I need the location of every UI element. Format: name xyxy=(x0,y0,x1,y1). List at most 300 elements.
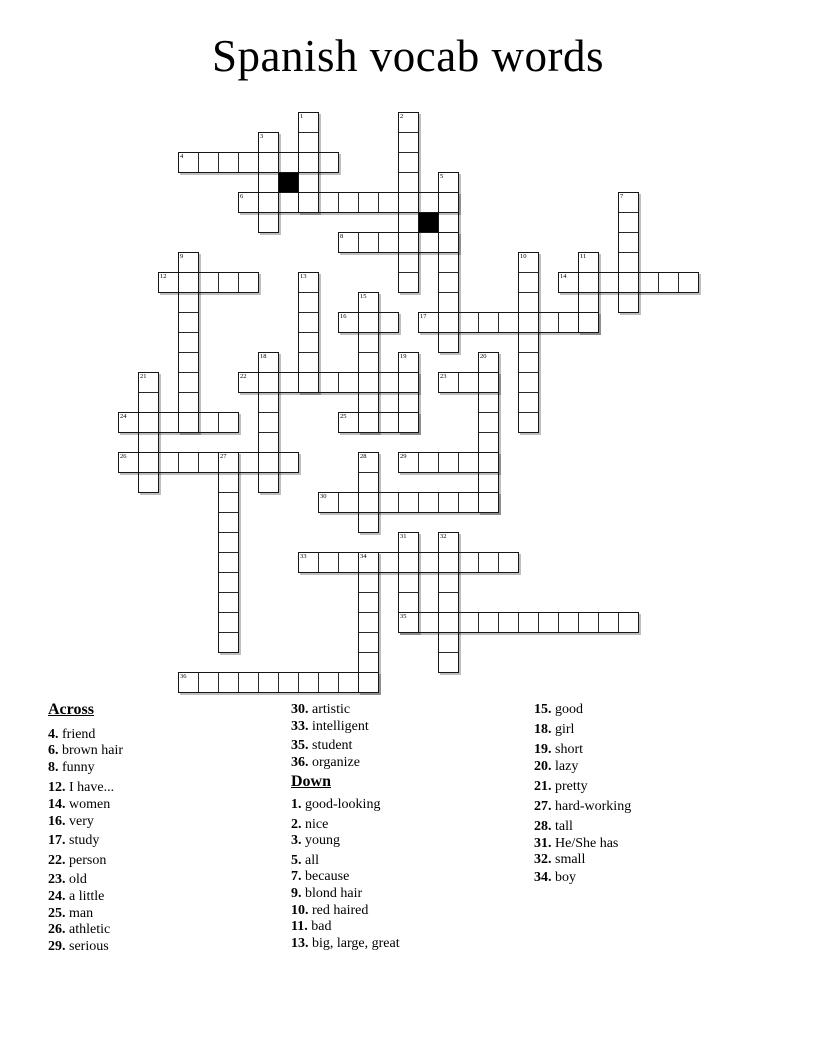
clue-item xyxy=(291,936,526,953)
grid-cell[interactable] xyxy=(258,472,279,493)
grid-cell[interactable] xyxy=(598,272,619,293)
grid-cell[interactable] xyxy=(398,152,419,173)
grid-cell[interactable] xyxy=(398,452,419,473)
clue-item xyxy=(534,759,754,776)
clue-text: pretty xyxy=(551,778,588,794)
grid-cell[interactable] xyxy=(558,272,579,293)
grid-cell[interactable] xyxy=(298,672,319,693)
grid-cell[interactable] xyxy=(438,592,459,613)
grid-cell[interactable] xyxy=(178,292,199,313)
grid-cell[interactable] xyxy=(618,272,639,293)
clue-item xyxy=(291,853,526,870)
grid-cell[interactable] xyxy=(398,552,419,573)
grid-cell[interactable] xyxy=(258,132,279,153)
grid-cell[interactable] xyxy=(538,612,559,633)
grid-cell[interactable] xyxy=(218,572,239,593)
grid-cell[interactable] xyxy=(378,372,399,393)
grid-cell[interactable] xyxy=(358,412,379,433)
grid-cell[interactable] xyxy=(358,652,379,673)
grid-cell[interactable] xyxy=(338,672,359,693)
grid-cell[interactable] xyxy=(358,492,379,513)
grid-cell[interactable] xyxy=(498,312,519,333)
cell-number: 36 xyxy=(180,673,187,680)
grid-cell[interactable] xyxy=(258,212,279,233)
clue-item xyxy=(291,719,526,736)
clue-item xyxy=(48,872,283,889)
clue-text: boy xyxy=(551,869,576,885)
grid-cell[interactable] xyxy=(338,192,359,213)
grid-cell[interactable] xyxy=(138,472,159,493)
down-clue-list-2 xyxy=(534,702,754,886)
grid-cell[interactable] xyxy=(358,332,379,353)
grid-cell[interactable] xyxy=(618,232,639,253)
grid-cell[interactable] xyxy=(178,272,199,293)
grid-cell[interactable] xyxy=(138,432,159,453)
clue-text: tall xyxy=(551,819,573,835)
grid-cell[interactable] xyxy=(158,272,179,293)
grid-cell[interactable] xyxy=(298,272,319,293)
grid-cell[interactable] xyxy=(578,312,599,333)
cell-number: 33 xyxy=(300,553,307,560)
grid-cell[interactable] xyxy=(318,492,339,513)
cell-number: 14 xyxy=(560,273,567,280)
grid-cell[interactable] xyxy=(478,392,499,413)
grid-cell[interactable] xyxy=(218,592,239,613)
grid-cell[interactable] xyxy=(558,312,579,333)
clue-number: 8. xyxy=(48,759,59,775)
clue-item xyxy=(534,836,754,853)
grid-cell[interactable] xyxy=(618,612,639,633)
grid-cell[interactable] xyxy=(298,372,319,393)
grid-cell[interactable] xyxy=(398,412,419,433)
clue-number: 35. xyxy=(291,738,309,754)
grid-cell[interactable] xyxy=(378,412,399,433)
grid-cell[interactable] xyxy=(458,452,479,473)
grid-cell[interactable] xyxy=(238,452,259,473)
grid-cell[interactable] xyxy=(438,212,459,233)
cell-number: 22 xyxy=(240,373,247,380)
grid-cell[interactable] xyxy=(378,312,399,333)
grid-cell[interactable] xyxy=(278,372,299,393)
grid-cell[interactable] xyxy=(278,452,299,473)
cell-number: 9 xyxy=(180,253,184,260)
grid-cell[interactable] xyxy=(578,252,599,273)
grid-cell[interactable] xyxy=(618,192,639,213)
cell-number: 12 xyxy=(160,273,167,280)
grid-cell[interactable] xyxy=(478,492,499,513)
grid-cell[interactable] xyxy=(318,672,339,693)
grid-cell[interactable] xyxy=(338,492,359,513)
grid-cell[interactable] xyxy=(478,372,499,393)
grid-cell[interactable] xyxy=(338,552,359,573)
grid-cell[interactable] xyxy=(438,552,459,573)
grid-cell[interactable] xyxy=(438,532,459,553)
grid-cell[interactable] xyxy=(258,412,279,433)
grid-cell[interactable] xyxy=(378,192,399,213)
grid-cell[interactable] xyxy=(638,272,659,293)
grid-cell[interactable] xyxy=(458,552,479,573)
grid-cell[interactable] xyxy=(218,272,239,293)
cell-number: 28 xyxy=(360,453,367,460)
grid-cell[interactable] xyxy=(518,612,539,633)
clue-number: 15. xyxy=(534,702,552,717)
grid-cell[interactable] xyxy=(398,112,419,133)
clue-item xyxy=(534,819,754,836)
grid-cell[interactable] xyxy=(218,452,239,473)
grid-cell[interactable] xyxy=(238,272,259,293)
grid-cell[interactable] xyxy=(498,612,519,633)
grid-cell[interactable] xyxy=(238,152,259,173)
clue-item xyxy=(291,797,526,814)
clue-column-1 xyxy=(48,702,283,955)
grid-cell[interactable] xyxy=(538,312,559,333)
across-heading: Across xyxy=(48,701,94,718)
clue-item xyxy=(291,833,526,850)
crossword-grid xyxy=(118,112,700,694)
grid-cell[interactable] xyxy=(398,612,419,633)
grid-cell[interactable] xyxy=(198,412,219,433)
cell-number: 34 xyxy=(360,553,367,560)
grid-cell[interactable] xyxy=(178,332,199,353)
grid-cell[interactable] xyxy=(678,272,699,293)
grid-cell[interactable] xyxy=(418,452,439,473)
grid-cell[interactable] xyxy=(438,252,459,273)
grid-cell[interactable] xyxy=(198,452,219,473)
clue-number: 13. xyxy=(291,935,309,951)
grid-cell[interactable] xyxy=(258,152,279,173)
grid-cell[interactable] xyxy=(358,312,379,333)
grid-cell[interactable] xyxy=(218,672,239,693)
clue-number: 10. xyxy=(291,902,309,918)
grid-cell[interactable] xyxy=(618,292,639,313)
grid-cell[interactable] xyxy=(258,172,279,193)
grid-cell[interactable] xyxy=(398,592,419,613)
grid-cell[interactable] xyxy=(398,532,419,553)
grid-cell[interactable] xyxy=(178,312,199,333)
grid-cell[interactable] xyxy=(178,392,199,413)
clue-number: 11. xyxy=(291,919,308,935)
clue-number: 27. xyxy=(534,798,552,814)
grid-cell[interactable] xyxy=(438,312,459,333)
cell-number: 35 xyxy=(400,613,407,620)
grid-cell[interactable] xyxy=(518,312,539,333)
grid-cell[interactable] xyxy=(358,632,379,653)
grid-cell[interactable] xyxy=(358,612,379,633)
grid-cell[interactable] xyxy=(218,632,239,653)
grid-cell[interactable] xyxy=(178,412,199,433)
grid-cell[interactable] xyxy=(298,152,319,173)
grid-cell[interactable] xyxy=(258,672,279,693)
grid-cell[interactable] xyxy=(198,272,219,293)
grid-cell[interactable] xyxy=(358,472,379,493)
grid-cell[interactable] xyxy=(238,372,259,393)
grid-cell[interactable] xyxy=(438,232,459,253)
grid-cell[interactable] xyxy=(218,512,239,533)
grid-cell[interactable] xyxy=(398,372,419,393)
grid-cell[interactable] xyxy=(298,552,319,573)
grid-cell[interactable] xyxy=(498,552,519,573)
grid-cell[interactable] xyxy=(358,672,379,693)
grid-cell[interactable] xyxy=(358,452,379,473)
grid-cell[interactable] xyxy=(178,672,199,693)
grid-cell[interactable] xyxy=(658,272,679,293)
grid-cell[interactable] xyxy=(358,572,379,593)
cell-number: 16 xyxy=(340,313,347,320)
grid-cell[interactable] xyxy=(438,292,459,313)
clue-number: 30. xyxy=(291,702,309,717)
grid-cell[interactable] xyxy=(418,232,439,253)
grid-cell[interactable] xyxy=(158,452,179,473)
grid-cell[interactable] xyxy=(338,232,359,253)
grid-cell[interactable] xyxy=(478,352,499,373)
grid-cell[interactable] xyxy=(178,152,199,173)
clue-item xyxy=(291,755,526,772)
clue-text: organize xyxy=(308,754,360,770)
clue-text: women xyxy=(65,796,111,812)
grid-cell[interactable] xyxy=(398,172,419,193)
grid-cell[interactable] xyxy=(218,552,239,573)
clue-number: 28. xyxy=(534,819,552,835)
grid-cell[interactable] xyxy=(298,172,319,193)
grid-cell[interactable] xyxy=(138,452,159,473)
grid-cell[interactable] xyxy=(438,452,459,473)
grid-cell[interactable] xyxy=(258,352,279,373)
clue-number: 31. xyxy=(534,835,552,851)
cell-number: 3 xyxy=(260,133,264,140)
grid-cell[interactable] xyxy=(398,272,419,293)
grid-cell[interactable] xyxy=(298,352,319,373)
grid-cell[interactable] xyxy=(298,332,319,353)
clue-item xyxy=(291,903,526,920)
grid-cell[interactable] xyxy=(398,392,419,413)
grid-cell[interactable] xyxy=(338,412,359,433)
grid-cell[interactable] xyxy=(298,312,319,333)
clue-number: 26. xyxy=(48,922,66,938)
grid-cell[interactable] xyxy=(358,372,379,393)
cell-number: 27 xyxy=(220,453,227,460)
grid-cell[interactable] xyxy=(518,332,539,353)
grid-cell[interactable] xyxy=(158,412,179,433)
grid-cell[interactable] xyxy=(478,552,499,573)
grid-cell[interactable] xyxy=(438,192,459,213)
grid-cell[interactable] xyxy=(178,252,199,273)
grid-cell[interactable] xyxy=(478,612,499,633)
grid-cell[interactable] xyxy=(398,492,419,513)
grid-cell[interactable] xyxy=(418,612,439,633)
grid-cell[interactable] xyxy=(398,132,419,153)
grid-cell[interactable] xyxy=(358,392,379,413)
grid-cell[interactable] xyxy=(438,272,459,293)
clue-text: bad xyxy=(307,919,332,935)
cell-number: 13 xyxy=(300,273,307,280)
clue-item xyxy=(48,853,283,870)
cell-number: 26 xyxy=(120,453,127,460)
clue-column-2 xyxy=(291,702,526,952)
clue-number: 22. xyxy=(48,852,66,868)
grid-cell[interactable] xyxy=(518,292,539,313)
grid-cell[interactable] xyxy=(218,612,239,633)
clue-number: 17. xyxy=(48,833,66,849)
grid-cell[interactable] xyxy=(578,272,599,293)
clue-text: short xyxy=(551,742,583,758)
grid-cell[interactable] xyxy=(298,132,319,153)
grid-cell[interactable] xyxy=(138,372,159,393)
grid-cell[interactable] xyxy=(218,152,239,173)
grid-cell[interactable] xyxy=(318,192,339,213)
grid-cell[interactable] xyxy=(398,252,419,273)
grid-cell[interactable] xyxy=(418,492,439,513)
cell-number: 11 xyxy=(580,253,587,260)
cell-number: 24 xyxy=(120,413,127,420)
grid-cell[interactable] xyxy=(438,572,459,593)
grid-cell[interactable] xyxy=(558,612,579,633)
grid-cell[interactable] xyxy=(458,612,479,633)
clue-item xyxy=(48,743,283,760)
grid-cell[interactable] xyxy=(458,312,479,333)
clue-item xyxy=(534,852,754,869)
clue-number: 12. xyxy=(48,780,66,796)
grid-cell[interactable] xyxy=(218,472,239,493)
grid-cell[interactable] xyxy=(478,452,499,473)
grid-cell[interactable] xyxy=(258,192,279,213)
grid-cell[interactable] xyxy=(338,312,359,333)
grid-cell[interactable] xyxy=(218,532,239,553)
clue-text: blond hair xyxy=(301,885,363,901)
grid-cell[interactable] xyxy=(258,372,279,393)
grid-cell[interactable] xyxy=(138,392,159,413)
grid-cell[interactable] xyxy=(218,412,239,433)
grid-cell[interactable] xyxy=(278,152,299,173)
grid-cell[interactable] xyxy=(178,372,199,393)
grid-cell[interactable] xyxy=(118,452,139,473)
clue-number: 32. xyxy=(534,852,552,868)
grid-cell[interactable] xyxy=(358,512,379,533)
grid-cell[interactable] xyxy=(298,192,319,213)
clue-number: 20. xyxy=(534,758,552,774)
grid-cell[interactable] xyxy=(578,292,599,313)
clue-number: 5. xyxy=(291,852,302,868)
grid-cell[interactable] xyxy=(438,652,459,673)
clue-number: 7. xyxy=(291,869,302,885)
grid-cell[interactable] xyxy=(458,372,479,393)
clue-item xyxy=(48,833,283,850)
grid-cell[interactable] xyxy=(198,152,219,173)
clue-text: because xyxy=(301,869,350,885)
clue-text: athletic xyxy=(65,922,111,938)
grid-cell[interactable] xyxy=(398,352,419,373)
grid-cell[interactable] xyxy=(298,292,319,313)
grid-cell[interactable] xyxy=(418,192,439,213)
grid-cell[interactable] xyxy=(518,412,539,433)
grid-cell[interactable] xyxy=(178,452,199,473)
grid-cell[interactable] xyxy=(238,672,259,693)
grid-cell[interactable] xyxy=(438,492,459,513)
clue-text: hard-working xyxy=(551,798,632,814)
grid-cell[interactable] xyxy=(478,472,499,493)
clue-text: big, large, great xyxy=(308,935,400,951)
grid-cell[interactable] xyxy=(438,332,459,353)
grid-cell[interactable] xyxy=(118,412,139,433)
clue-text: intelligent xyxy=(308,718,369,734)
grid-cell[interactable] xyxy=(418,552,439,573)
grid-cell[interactable] xyxy=(358,232,379,253)
grid-cell[interactable] xyxy=(478,412,499,433)
grid-cell[interactable] xyxy=(358,592,379,613)
grid-cell[interactable] xyxy=(258,432,279,453)
grid-cell[interactable] xyxy=(438,372,459,393)
grid-cell[interactable] xyxy=(318,552,339,573)
grid-cell[interactable] xyxy=(598,612,619,633)
grid-cell[interactable] xyxy=(518,272,539,293)
grid-cell[interactable] xyxy=(298,112,319,133)
grid-cell[interactable] xyxy=(318,372,339,393)
grid-cell[interactable] xyxy=(438,172,459,193)
grid-cell[interactable] xyxy=(338,372,359,393)
cell-number: 17 xyxy=(420,313,427,320)
clue-item xyxy=(291,886,526,903)
grid-cell[interactable] xyxy=(198,672,219,693)
grid-cell[interactable] xyxy=(398,572,419,593)
cell-number: 18 xyxy=(260,353,267,360)
grid-cell[interactable] xyxy=(358,352,379,373)
cell-number: 2 xyxy=(400,113,404,120)
grid-cell[interactable] xyxy=(398,192,419,213)
grid-cell[interactable] xyxy=(518,352,539,373)
grid-cell[interactable] xyxy=(438,612,459,633)
cell-number: 4 xyxy=(180,153,184,160)
clue-number: 25. xyxy=(48,905,66,921)
clue-text: all xyxy=(301,852,319,868)
grid-cell[interactable] xyxy=(618,212,639,233)
grid-cell[interactable] xyxy=(418,312,439,333)
grid-cell[interactable] xyxy=(278,192,299,213)
grid-cell[interactable] xyxy=(218,492,239,513)
grid-cell[interactable] xyxy=(478,432,499,453)
grid-cell[interactable] xyxy=(518,392,539,413)
grid-cell[interactable] xyxy=(398,212,419,233)
clue-text: person xyxy=(65,852,107,868)
grid-cell[interactable] xyxy=(318,152,339,173)
clue-number: 24. xyxy=(48,888,66,904)
grid-cell[interactable] xyxy=(378,552,399,573)
grid-cell[interactable] xyxy=(358,552,379,573)
grid-cell[interactable] xyxy=(478,312,499,333)
grid-cell[interactable] xyxy=(258,452,279,473)
grid-cell[interactable] xyxy=(578,612,599,633)
grid-cell[interactable] xyxy=(238,192,259,213)
grid-cell[interactable] xyxy=(178,352,199,373)
grid-cell[interactable] xyxy=(358,292,379,313)
grid-cell[interactable] xyxy=(518,252,539,273)
grid-cell[interactable] xyxy=(278,672,299,693)
grid-cell[interactable] xyxy=(398,232,419,253)
clue-text: serious xyxy=(65,938,109,954)
cell-number: 31 xyxy=(400,533,407,540)
grid-cell[interactable] xyxy=(378,492,399,513)
grid-cell[interactable] xyxy=(358,192,379,213)
clue-number: 16. xyxy=(48,813,66,829)
grid-cell[interactable] xyxy=(138,412,159,433)
grid-cell[interactable] xyxy=(378,232,399,253)
grid-cell[interactable] xyxy=(258,392,279,413)
grid-cell[interactable] xyxy=(518,372,539,393)
grid-cell[interactable] xyxy=(458,492,479,513)
clue-text: nice xyxy=(301,816,329,832)
grid-cell[interactable] xyxy=(618,252,639,273)
grid-cell[interactable] xyxy=(438,632,459,653)
clue-text: small xyxy=(551,852,586,868)
clue-text: He/She has xyxy=(551,835,619,851)
